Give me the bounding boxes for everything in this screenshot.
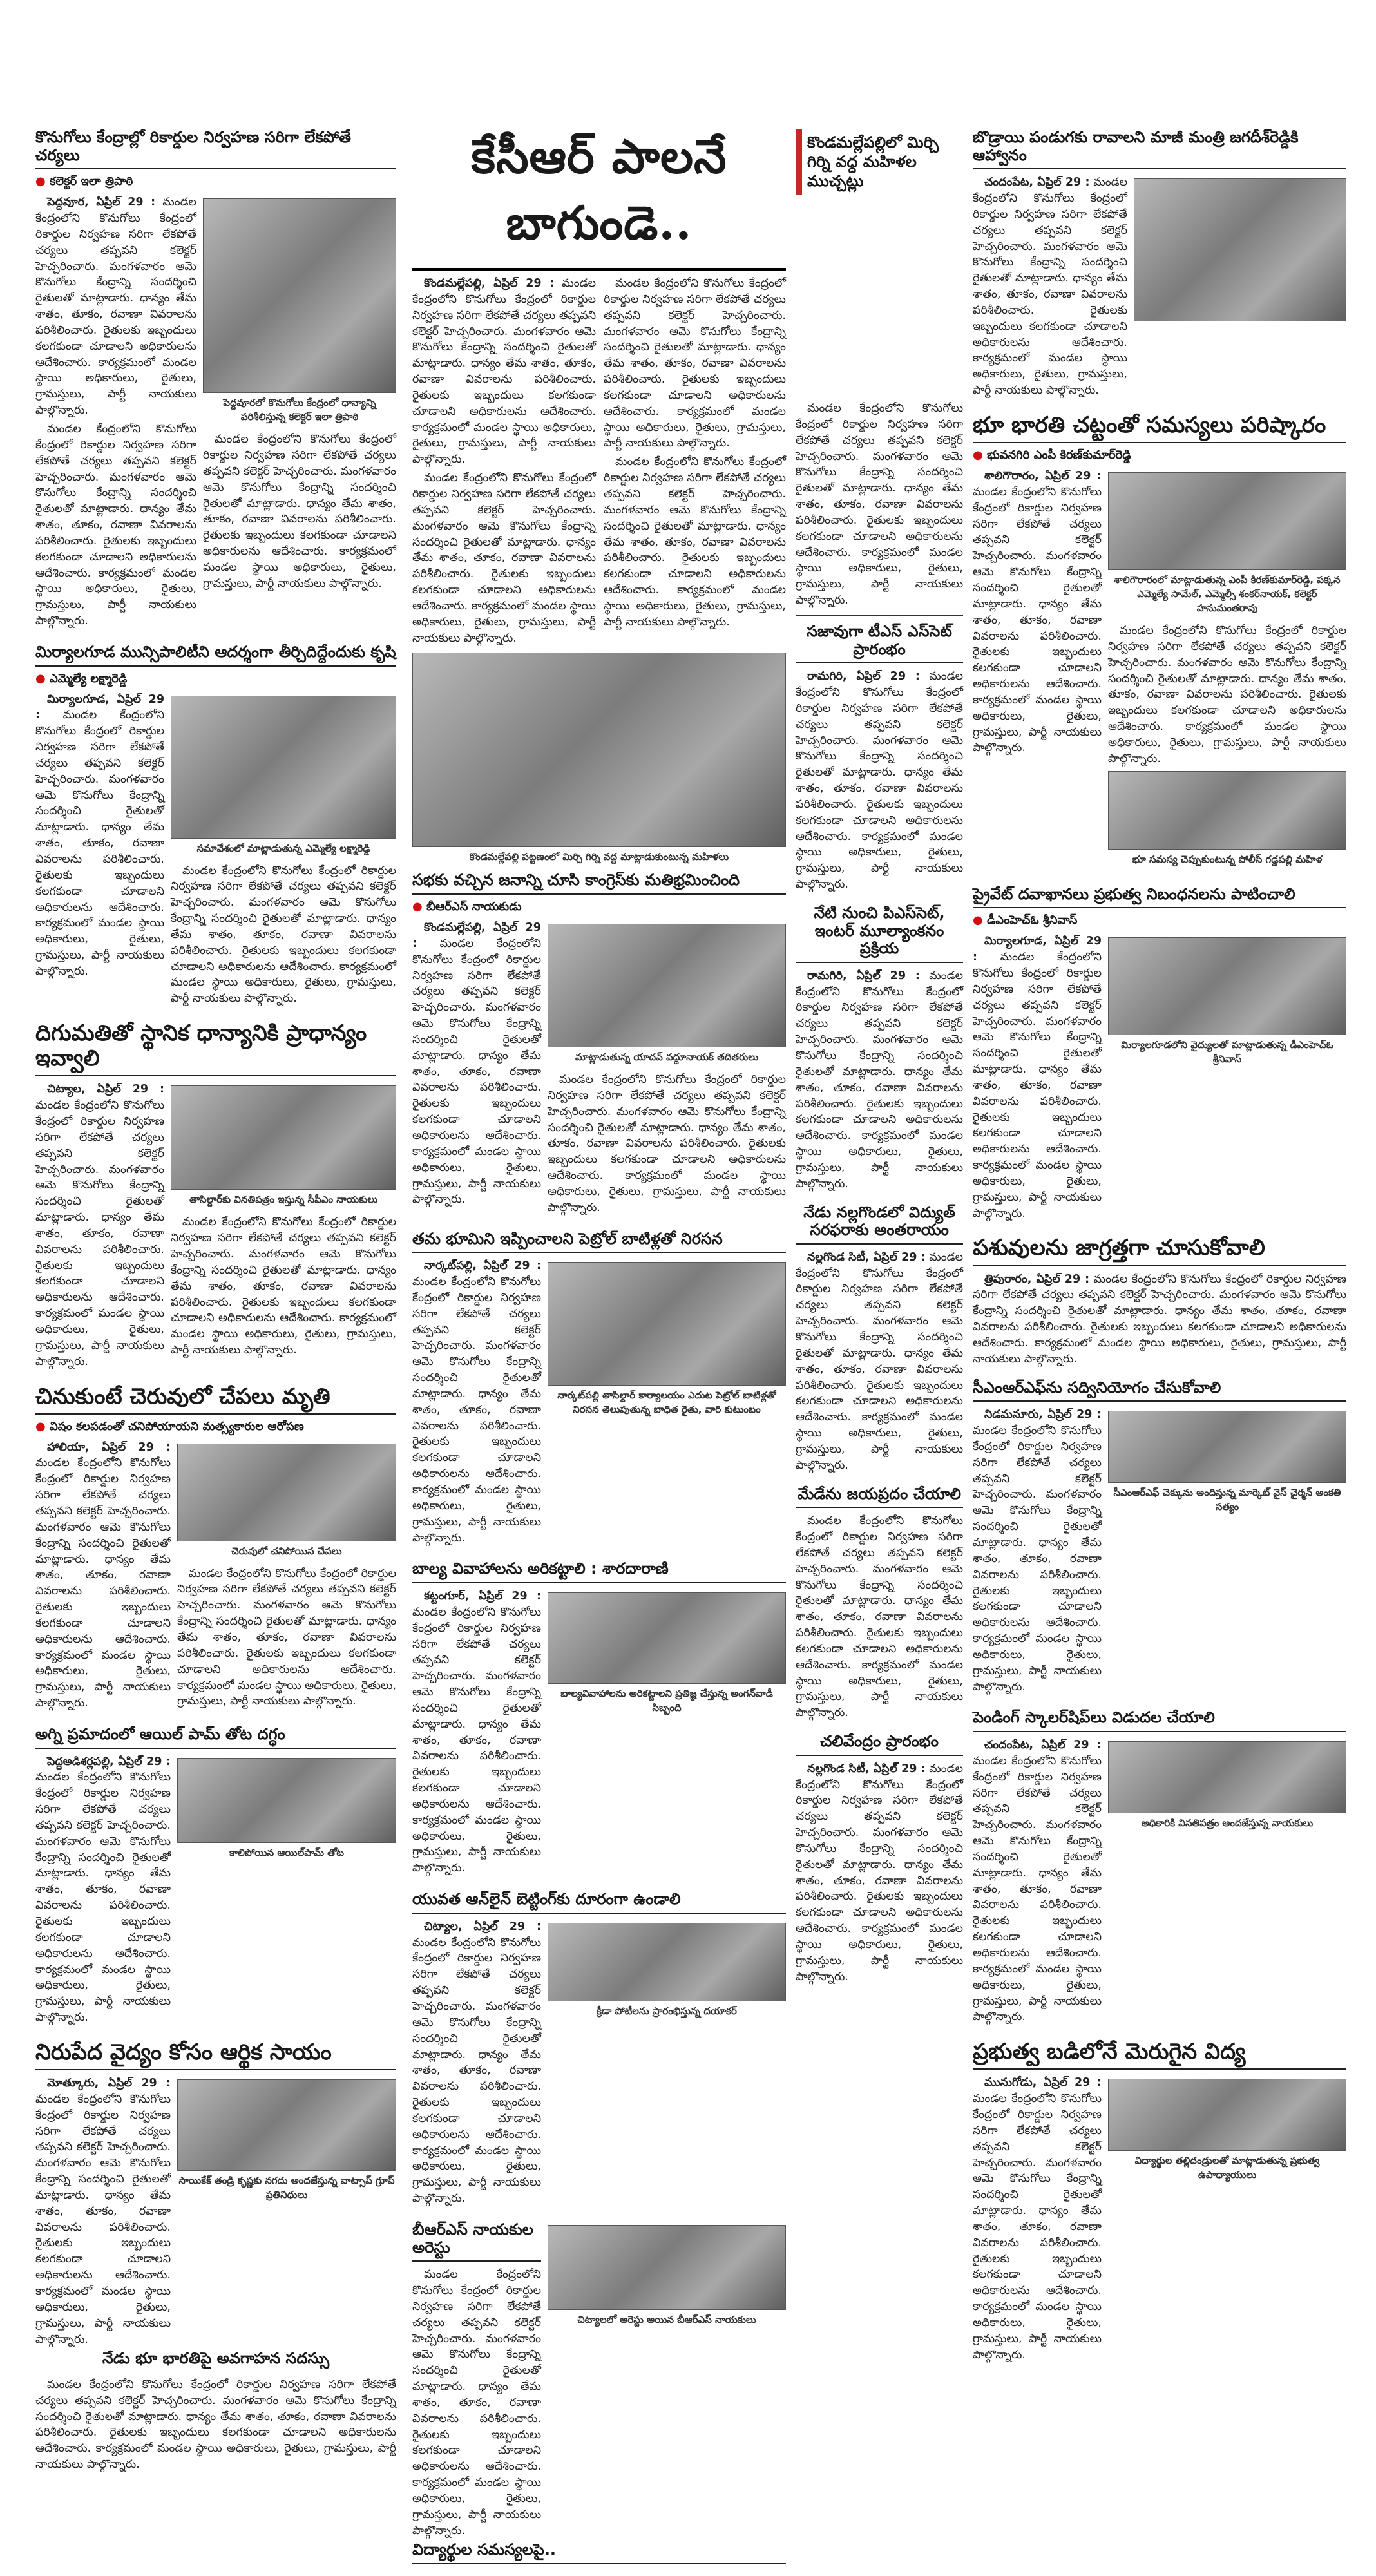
article-body: పెద్దఅడిశర్లపల్లి, ఏప్రిల్ 29 : మండల కేంద్రంలోని కొనుగోలు కేంద్రంలో రికార్డుల నిర్వహణ సరిగా లేకపోతే చర్యలు తప్పవని కలెక్టర్ హెచ్చరించారు. మంగళవారం ఆమె కొనుగోలు కేంద్రాన్ని సందర్శించి రైతులతో మాట్లాడారు. ధాన్యం తేమ శాతం, తూకం, రవాణా వివరాలను పరిశీలించారు. రైతులకు ఇబ్బందులు కలగకుండా చూడాలని అధికారులను ఆదేశించారు. కార్యక్రమంలో మండల స్థాయి అధికారులు, రైతులు, గ్రామస్తులు, పార్టీ నాయకులు పాల్గొన్నారు. bbox=[35, 1755, 171, 2025]
caption: సమావేశంలో మాట్లాడుతున్న ఎమ్మెల్యే లక్ష్మారెడ్డి bbox=[196, 842, 370, 854]
article-body: మండల కేంద్రంలోని కొనుగోలు కేంద్రంలో రికార్డుల నిర్వహణ సరిగా లేకపోతే చర్యలు తప్పవని కలెక్టర్ హెచ్చరించారు. మంగళవారం ఆమె కొనుగోలు కేంద్రాన్ని సందర్శించి రైతులతో మాట్లాడారు. ధాన్యం తేమ శాతం, తూకం, రవాణా వివరాలను పరిశీలించారు. రైతులకు ఇబ్బందులు కలగకుండా చూడాలని అధికారులను ఆదేశించారు. కార్యక్రమంలో మండల స్థాయి అధికారులు, రైతులు, గ్రామస్తులు, పార్టీ నాయకులు పాల్గొన్నారు. bbox=[412, 2268, 541, 2537]
article-jayapradam bbox=[796, 1485, 963, 1722]
headline: దిగుమతితో స్థానిక ధాన్యానికి ప్రాధాన్యం ఇవ్వాలి bbox=[35, 1021, 396, 1076]
headline: ప్రభుత్వ బడిలోనే మెరుగైన విద్య bbox=[973, 2039, 1346, 2070]
photo bbox=[177, 1758, 396, 1843]
article-body: నార్కట్‌పల్లి, ఏప్రిల్ 29 : మండల కేంద్రంలోని కొనుగోలు కేంద్రంలో రికార్డుల నిర్వహణ సరిగా లేకపోతే చర్యలు తప్పవని కలెక్టర్ హెచ్చరించారు. మంగళవారం ఆమె కొనుగోలు కేంద్రాన్ని సందర్శించి రైతులతో మాట్లాడారు. ధాన్యం తేమ శాతం, తూకం, రవాణా వివరాలను పరిశీలించారు. రైతులకు ఇబ్బందులు కలగకుండా చూడాలని అధికారులను ఆదేశించారు. కార్యక్రమంలో మండల స్థాయి అధికారులు, రైతులు, గ్రామస్తులు, పార్టీ నాయకులు పాల్గొన్నారు. bbox=[412, 1259, 541, 1545]
photo bbox=[548, 1923, 786, 2001]
photo bbox=[177, 2079, 396, 2171]
column-4 bbox=[973, 129, 1346, 2377]
article-chinukutho bbox=[35, 1384, 396, 1714]
article-body: మోత్కూరు, ఏప్రిల్ 29 : మండల కేంద్రంలోని కొనుగోలు కేంద్రంలో రికార్డుల నిర్వహణ సరిగా లేకపోతే చర్యలు తప్పవని కలెక్టర్ హెచ్చరించారు. మంగళవారం ఆమె కొనుగోలు కేంద్రాన్ని సందర్శించి రైతులతో మాట్లాడారు. ధాన్యం తేమ శాతం, తూకం, రవాణా వివరాలను పరిశీలించారు. రైతులకు ఇబ్బందులు కలగకుండా చూడాలని అధికారులను ఆదేశించారు. కార్యక్రమంలో మండల స్థాయి అధికారులు, రైతులు, గ్రామస్తులు, పార్టీ నాయకులు పాల్గొన్నారు. bbox=[35, 2077, 171, 2346]
article-netinundi bbox=[796, 904, 963, 1192]
photo bbox=[548, 924, 786, 1047]
photo bbox=[177, 1444, 396, 1541]
article-body: చిట్యాల, ఏప్రిల్ 29 : మండల కేంద్రంలోని కొనుగోలు కేంద్రంలో రికార్డుల నిర్వహణ సరిగా లేకపోతే చర్యలు తప్పవని కలెక్టర్ హెచ్చరించారు. మంగళవారం ఆమె కొనుగోలు కేంద్రాన్ని సందర్శించి రైతులతో మాట్లాడారు. ధాన్యం తేమ శాతం, తూకం, రవాణా వివరాలను పరిశీలించారు. రైతులకు ఇబ్బందులు కలగకుండా చూడాలని అధికారులను ఆదేశించారు. కార్యక్రమంలో మండల స్థాయి అధికారులు, రైతులు, గ్రామస్తులు, పార్టీ నాయకులు పాల్గొన్నారు. bbox=[35, 1083, 164, 1368]
article-body: మండల కేంద్రంలోని కొనుగోలు కేంద్రంలో రికార్డుల నిర్వహణ సరిగా లేకపోతే చర్యలు తప్పవని కలెక్టర్ హెచ్చరించారు. మంగళవారం ఆమె కొనుగోలు కేంద్రాన్ని సందర్శించి రైతులతో మాట్లాడారు. ధాన్యం తేమ శాతం, తూకం, రవాణా వివరాలను పరిశీలించారు. రైతులకు ఇబ్బందులు కలగకుండా చూడాలని అధికారులను ఆదేశించారు. కార్యక్రమంలో మండల స్థాయి అధికారులు, రైతులు, గ్రామస్తులు, పార్టీ నాయకులు పాల్గొన్నారు. bbox=[203, 433, 396, 590]
photo bbox=[548, 1592, 786, 1684]
article-body: మిర్యాలగూడ, ఏప్రిల్ 29 : మండల కేంద్రంలోని కొనుగోలు కేంద్రంలో రికార్డుల నిర్వహణ సరిగా లేకపోతే చర్యలు తప్పవని కలెక్టర్ హెచ్చరించారు. మంగళవారం ఆమె కొనుగోలు కేంద్రాన్ని సందర్శించి రైతులతో మాట్లాడారు. ధాన్యం తేమ శాతం, తూకం, రవాణా వివరాలను పరిశీలించారు. రైతులకు ఇబ్బందులు కలగకుండా చూడాలని అధికారులను ఆదేశించారు. కార్యక్రమంలో మండల స్థాయి అధికారులు, రైతులు, గ్రామస్తులు, పార్టీ నాయకులు పాల్గొన్నారు. bbox=[35, 692, 164, 978]
divider bbox=[796, 615, 963, 616]
lead-headline: కేసీఆర్ పాలనే బాగుండె.. bbox=[412, 129, 786, 271]
photo bbox=[1108, 771, 1346, 850]
article-private bbox=[973, 886, 1346, 1225]
byline: ● ఎమ్మెల్యే లక్ష్మారెడ్డి bbox=[35, 672, 396, 688]
caption: మిర్యాలగూడలోని వైద్యులతో మాట్లాడుతున్న డీఎంహెచ్‌ఓ శ్రీనివాస్ bbox=[1121, 1039, 1333, 1065]
headline: మిర్యాలగూడ మున్సిపాలిటీని ఆదర్శంగా తీర్చిదిద్దేందుకు కృషి bbox=[35, 644, 396, 667]
column-1 bbox=[35, 129, 396, 2485]
column-3 bbox=[796, 129, 963, 1997]
article-body: మండల కేంద్రంలోని కొనుగోలు కేంద్రంలో రికార్డుల నిర్వహణ సరిగా లేకపోతే చర్యలు తప్పవని కలెక్టర్ హెచ్చరించారు. మంగళవారం ఆమె కొనుగోలు కేంద్రాన్ని సందర్శించి రైతులతో మాట్లాడారు. ధాన్యం తేమ శాతం, తూకం, రవాణా వివరాలను పరిశీలించారు. రైతులకు ఇబ్బందులు కలగకుండా చూడాలని అధికారులను ఆదేశించారు. కార్యక్రమంలో మండల స్థాయి అధికారులు, రైతులు, గ్రామస్తులు, పార్టీ నాయకులు పాల్గొన్నారు. bbox=[796, 402, 963, 607]
caption: విద్యార్థుల తల్లిదండ్రులతో మాట్లాడుతున్న ప్రభుత్వ ఉపాధ్యాయులు bbox=[1134, 2155, 1320, 2181]
caption: శాలిగౌరారంలో మాట్లాడుతున్న ఎంపీ కిరణ్‌కుమార్‌రెడ్డి, పక్కన ఎమ్మెల్యే సామేల్, ఎమ్మెల్సీ శంకర్‌నాయక్, కలెక్టర్ హనుమంతరావు bbox=[1114, 574, 1341, 615]
article-body: చందంపేట, ఏప్రిల్ 29 : మండల కేంద్రంలోని కొనుగోలు కేంద్రంలో రికార్డుల నిర్వహణ సరిగా లేకపోతే చర్యలు తప్పవని కలెక్టర్ హెచ్చరించారు. మంగళవారం ఆమె కొనుగోలు కేంద్రాన్ని సందర్శించి రైతులతో మాట్లాడారు. ధాన్యం తేమ శాతం, తూకం, రవాణా వివరాలను పరిశీలించారు. రైతులకు ఇబ్బందులు కలగకుండా చూడాలని అధికారులను ఆదేశించారు. కార్యక్రమంలో మండల స్థాయి అధికారులు, రైతులు, గ్రామస్తులు, పార్టీ నాయకులు పాల్గొన్నారు. bbox=[973, 176, 1127, 397]
article-dhanyam bbox=[35, 1021, 396, 1372]
article-sabhapragna bbox=[796, 623, 963, 893]
headline: భూ భారతి చట్టంతో సమస్యలు పరిష్కారం bbox=[973, 413, 1346, 443]
photo bbox=[1134, 178, 1346, 321]
article-balya bbox=[412, 1560, 786, 1879]
caption: సీఎంఆర్ఎఫ్ చెక్కును అందిస్తున్న మార్కెట్ వైస్ చైర్మన్ అంకతి సత్యం bbox=[1113, 1487, 1341, 1513]
article-miryal bbox=[35, 644, 396, 1009]
article-body: కొండమల్లేపల్లి, ఏప్రిల్ 29 : మండల కేంద్రంలోని కొనుగోలు కేంద్రంలో రికార్డుల నిర్వహణ సరిగా లేకపోతే చర్యలు తప్పవని కలెక్టర్ హెచ్చరించారు. మంగళవారం ఆమె కొనుగోలు కేంద్రాన్ని సందర్శించి రైతులతో మాట్లాడారు. ధాన్యం తేమ శాతం, తూకం, రవాణా వివరాలను పరిశీలించారు. రైతులకు ఇబ్బందులు కలగకుండా చూడాలని అధికారులను ఆదేశించారు. కార్యక్రమంలో మండల స్థాయి అధికారులు, రైతులు, గ్రామస్తులు, పార్టీ నాయకులు పాల్గొన్నారు. మండల కేంద్రంలోని కొనుగోలు కేంద్రంలో రికార్డుల నిర్వహణ సరిగా లేకపోతే చర్యలు తప్పవని కలెక్టర్ హెచ్చరించారు. మంగళవారం ఆమె కొనుగోలు కేంద్రాన్ని సందర్శించి రైతులతో మాట్లాడారు. ధాన్యం తేమ శాతం, తూకం, రవాణా వివరాలను పరిశీలించారు. రైతులకు ఇబ్బందులు కలగకుండా చూడాలని అధికారులను ఆదేశించారు. కార్యక్రమంలో మండల స్థాయి అధికారులు, రైతులు, గ్రామస్తులు, పార్టీ నాయకులు పాల్గొన్నారు. bbox=[412, 277, 596, 645]
caption: పెద్దవూరలో కొనుగోలు కేంద్రంలో ధాన్యాన్ని పరిశీలిస్తున్న కలెక్టర్ ఇలా త్రిపాఠి bbox=[223, 397, 376, 423]
headline: పశువులను జాగ్రత్తగా చూసుకోవాలి bbox=[973, 1236, 1346, 1266]
article-bodrai bbox=[973, 129, 1346, 401]
article-chalivendram bbox=[796, 1733, 963, 1985]
caption: కొండమల్లేపల్లి పట్టణంలో మిర్చి గిర్ని వద్ద మాట్లాడుకుంటున్న మహిళలు bbox=[469, 851, 729, 863]
caption: తాసిల్దార్‌కు వినతిపత్రం ఇస్తున్న సీపీఎం నాయకులు bbox=[189, 1194, 378, 1206]
headline: మేడేను జయప్రదం చేయాలి bbox=[796, 1485, 963, 1509]
article-nirupeda bbox=[35, 2040, 396, 2473]
article-pending bbox=[973, 1709, 1346, 2028]
article-body: కొండమల్లేపల్లి, ఏప్రిల్ 29 : మండల కేంద్రంలోని కొనుగోలు కేంద్రంలో రికార్డుల నిర్వహణ సరిగా లేకపోతే చర్యలు తప్పవని కలెక్టర్ హెచ్చరించారు. మంగళవారం ఆమె కొనుగోలు కేంద్రాన్ని సందర్శించి రైతులతో మాట్లాడారు. ధాన్యం తేమ శాతం, తూకం, రవాణా వివరాలను పరిశీలించారు. రైతులకు ఇబ్బందులు కలగకుండా చూడాలని అధికారులను ఆదేశించారు. కార్యక్రమంలో మండల స్థాయి అధికారులు, రైతులు, గ్రామస్తులు, పార్టీ నాయకులు పాల్గొన్నారు. bbox=[412, 921, 541, 1207]
article-sabha bbox=[412, 872, 786, 1218]
byline: ● భువనగిరి ఎంపీ కిరణ్‌కుమార్‌రెడ్డి bbox=[973, 448, 1346, 464]
headline: కొనుగోలు కేంద్రాల్లో రికార్డుల నిర్వహణ సరిగా లేకపోతే చర్యలు bbox=[35, 129, 396, 169]
headline: కొండమల్లేపల్లిలో మిర్చి గిర్ని వద్ద మహిళల ముచ్చట్లు bbox=[796, 129, 963, 195]
caption: సాయికేక్ తండ్రి కృష్ణకు నగదు అందజేస్తున్న వాట్సాప్ గ్రూప్ ప్రతినిధులు bbox=[178, 2175, 395, 2200]
byline: ● కలెక్టర్ ఇలా త్రిపాఠి bbox=[35, 175, 396, 191]
article-body: మండల కేంద్రంలోని కొనుగోలు కేంద్రంలో రికార్డుల నిర్వహణ సరిగా లేకపోతే చర్యలు తప్పవని కలెక్టర్ హెచ్చరించారు. మంగళవారం ఆమె కొనుగోలు కేంద్రాన్ని సందర్శించి రైతులతో మాట్లాడారు. ధాన్యం తేమ శాతం, తూకం, రవాణా వివరాలను పరిశీలించారు. రైతులకు ఇబ్బందులు కలగకుండా చూడాలని అధికారులను ఆదేశించారు. కార్యక్రమంలో మండల స్థాయి అధికారులు, రైతులు, గ్రామస్తులు, పార్టీ నాయకులు పాల్గొన్నారు. bbox=[796, 1514, 963, 1720]
headline: పెండింగ్ స్కాలర్‌షిప్‌లు విడుదల చేయాలి bbox=[973, 1709, 1346, 1732]
article-body: చందంపేట, ఏప్రిల్ 29 : మండల కేంద్రంలోని కొనుగోలు కేంద్రంలో రికార్డుల నిర్వహణ సరిగా లేకపోతే చర్యలు తప్పవని కలెక్టర్ హెచ్చరించారు. మంగళవారం ఆమె కొనుగోలు కేంద్రాన్ని సందర్శించి రైతులతో మాట్లాడారు. ధాన్యం తేమ శాతం, తూకం, రవాణా వివరాలను పరిశీలించారు. రైతులకు ఇబ్బందులు కలగకుండా చూడాలని అధికారులను ఆదేశించారు. కార్యక్రమంలో మండల స్థాయి అధికారులు, రైతులు, గ్రామస్తులు, పార్టీ నాయకులు పాల్గొన్నారు. bbox=[973, 1739, 1102, 2024]
photo bbox=[1108, 1411, 1346, 1483]
headline: సజావుగా టీఎస్ ఎస్‌సెట్ ప్రారంభం bbox=[796, 623, 963, 663]
photo bbox=[1108, 2079, 1346, 2151]
headline: బాల్య వివాహాలను అరికట్టాలి : శారదారాణి bbox=[412, 1560, 786, 1583]
article-body: మండల కేంద్రంలోని కొనుగోలు కేంద్రంలో రికార్డుల నిర్వహణ సరిగా లేకపోతే చర్యలు తప్పవని కలెక్టర్ హెచ్చరించారు. మంగళవారం ఆమె కొనుగోలు కేంద్రాన్ని సందర్శించి రైతులతో మాట్లాడారు. ధాన్యం తేమ శాతం, తూకం, రవాణా వివరాలను పరిశీలించారు. రైతులకు ఇబ్బందులు కలగకుండా చూడాలని అధికారులను ఆదేశించారు. కార్యక్రమంలో మండల స్థాయి అధికారులు, రైతులు, గ్రామస్తులు, పార్టీ నాయకులు పాల్గొన్నారు. bbox=[35, 2378, 396, 2472]
photo bbox=[548, 1262, 786, 1386]
photo bbox=[1108, 937, 1346, 1035]
article-tama bbox=[412, 1230, 786, 1549]
caption: కాలిపోయిన ఆయిల్‌పామ్ తోట bbox=[229, 1846, 344, 1858]
photo bbox=[412, 653, 786, 847]
photo bbox=[171, 696, 396, 839]
headline: బొడ్రాయి పండుగకు రావాలని మాజీ మంత్రి జగదీశ్‌రెడ్డికి ఆహ్వానం bbox=[973, 129, 1346, 169]
caption: మాట్లాడుతున్న యాదవ్ వద్దూనాయక్ తదితరులు bbox=[575, 1051, 759, 1063]
photo bbox=[1108, 1741, 1346, 1813]
headline: చలివేంద్రం ప్రారంభం bbox=[796, 1733, 963, 1756]
article-body: శాలిగౌరారం, ఏప్రిల్ 29 : మండల కేంద్రంలోని కొనుగోలు కేంద్రంలో రికార్డుల నిర్వహణ సరిగా లేకపోతే చర్యలు తప్పవని కలెక్టర్ హెచ్చరించారు. మంగళవారం ఆమె కొనుగోలు కేంద్రాన్ని సందర్శించి రైతులతో మాట్లాడారు. ధాన్యం తేమ శాతం, తూకం, రవాణా వివరాలను పరిశీలించారు. రైతులకు ఇబ్బందులు కలగకుండా చూడాలని అధికారులను ఆదేశించారు. కార్యక్రమంలో మండల స్థాయి అధికారులు, రైతులు, గ్రామస్తులు, పార్టీ నాయకులు పాల్గొన్నారు. bbox=[973, 470, 1102, 755]
headline: నేటి నుంచి పిఎస్‌సెట్, ఇంటర్ మూల్యాంకనం ప్రక్రియ bbox=[796, 904, 963, 963]
headline: నేడు భూ భారతిపై అవగాహన సదస్సు bbox=[102, 2349, 330, 2368]
article-body: కట్టంగూర్, ఏప్రిల్ 29 : మండల కేంద్రంలోని కొనుగోలు కేంద్రంలో రికార్డుల నిర్వహణ సరిగా లేకపోతే చర్యలు తప్పవని కలెక్టర్ హెచ్చరించారు. మంగళవారం ఆమె కొనుగోలు కేంద్రాన్ని సందర్శించి రైతులతో మాట్లాడారు. ధాన్యం తేమ శాతం, తూకం, రవాణా వివరాలను పరిశీలించారు. రైతులకు ఇబ్బందులు కలగకుండా చూడాలని అధికారులను ఆదేశించారు. కార్యక్రమంలో మండల స్థాయి అధికారులు, రైతులు, గ్రామస్తులు, పార్టీ నాయకులు పాల్గొన్నారు. bbox=[412, 1589, 541, 1875]
article-body: మండల కేంద్రంలోని కొనుగోలు కేంద్రంలో రికార్డుల నిర్వహణ సరిగా లేకపోతే చర్యలు తప్పవని కలెక్టర్ హెచ్చరించారు. మంగళవారం ఆమె కొనుగోలు కేంద్రాన్ని సందర్శించి రైతులతో మాట్లాడారు. ధాన్యం తేమ శాతం, తూకం, రవాణా వివరాలను పరిశీలించారు. రైతులకు ఇబ్బందులు కలగకుండా చూడాలని అధికారులను ఆదేశించారు. కార్యక్రమంలో మండల స్థాయి అధికారులు, రైతులు, గ్రామస్తులు, పార్టీ నాయకులు పాల్గొన్నారు. bbox=[548, 1073, 786, 1214]
photo bbox=[203, 198, 396, 393]
photo bbox=[171, 1085, 396, 1190]
article-cmrf bbox=[973, 1379, 1346, 1698]
byline: ● డీఎంహెచ్‌ఓ శ్రీనివాస్ bbox=[973, 913, 1346, 930]
article-prabhutva bbox=[973, 2039, 1346, 2365]
article-body: మండల కేంద్రంలోని కొనుగోలు కేంద్రంలో రికార్డుల నిర్వహణ సరిగా లేకపోతే చర్యలు తప్పవని కలెక్టర్ హెచ్చరించారు. మంగళవారం ఆమె కొనుగోలు కేంద్రాన్ని సందర్శించి రైతులతో మాట్లాడారు. ధాన్యం తేమ శాతం, తూకం, రవాణా వివరాలను పరిశీలించారు. రైతులకు ఇబ్బందులు కలగకుండా చూడాలని అధికారులను ఆదేశించారు. కార్యక్రమంలో మండల స్థాయి అధికారులు, రైతులు, గ్రామస్తులు, పార్టీ నాయకులు పాల్గొన్నారు. bbox=[171, 864, 396, 1006]
article-yuvatha bbox=[412, 1891, 786, 2209]
caption: నార్కట్‌పల్లి తాసిల్దార్ కార్యాలయం ఎదుట పెట్రోల్ బాటిళ్లతో నిరసన తెలుపుతున్న బాధిత రైతు, వారి కుటుంబం bbox=[557, 1389, 776, 1416]
article-body: మండల కేంద్రంలోని కొనుగోలు కేంద్రంలో రికార్డుల నిర్వహణ సరిగా లేకపోతే చర్యలు తప్పవని కలెక్టర్ హెచ్చరించారు. మంగళవారం ఆమె కొనుగోలు కేంద్రాన్ని సందర్శించి రైతులతో మాట్లాడారు. ధాన్యం తేమ శాతం, తూకం, రవాణా వివరాలను పరిశీలించారు. రైతులకు ఇబ్బందులు కలగకుండా చూడాలని అధికారులను ఆదేశించారు. కార్యక్రమంలో మండల స్థాయి అధికారులు, రైతులు, గ్రామస్తులు, పార్టీ నాయకులు పాల్గొన్నారు. bbox=[171, 1216, 396, 1357]
headline: నేడు నల్లగొండలో విద్యుత్ సరఫరాకు అంతరాయం bbox=[796, 1204, 963, 1245]
caption: భూ సమస్య చెప్పుకుంటున్న పోలీస్ గడ్డపల్లి మహిళ bbox=[1132, 853, 1323, 865]
byline: ● బీఆర్ఎస్ నాయకుడు bbox=[412, 900, 786, 916]
headline: సభకు వచ్చిన జనాన్ని చూసి కాంగ్రెస్‌కు మతిభ్రమించింది bbox=[412, 872, 786, 895]
article-bhubharathi bbox=[973, 413, 1346, 874]
article-body: నల్లగొండ సిటీ, ఏప్రిల్ 29 : మండల కేంద్రంలోని కొనుగోలు కేంద్రంలో రికార్డుల నిర్వహణ సరిగా లేకపోతే చర్యలు తప్పవని కలెక్టర్ హెచ్చరించారు. మంగళవారం ఆమె కొనుగోలు కేంద్రాన్ని సందర్శించి రైతులతో మాట్లాడారు. ధాన్యం తేమ శాతం, తూకం, రవాణా వివరాలను పరిశీలించారు. రైతులకు ఇబ్బందులు కలగకుండా చూడాలని అధికారులను ఆదేశించారు. కార్యక్రమంలో మండల స్థాయి అధికారులు, రైతులు, గ్రామస్తులు, పార్టీ నాయకులు పాల్గొన్నారు. bbox=[796, 1250, 963, 1472]
article-body: రామగిరి, ఏప్రిల్ 29 : మండల కేంద్రంలోని కొనుగోలు కేంద్రంలో రికార్డుల నిర్వహణ సరిగా లేకపోతే చర్యలు తప్పవని కలెక్టర్ హెచ్చరించారు. మంగళవారం ఆమె కొనుగోలు కేంద్రాన్ని సందర్శించి రైతులతో మాట్లాడారు. ధాన్యం తేమ శాతం, తూకం, రవాణా వివరాలను పరిశీలించారు. రైతులకు ఇబ్బందులు కలగకుండా చూడాలని అధికారులను ఆదేశించారు. కార్యక్రమంలో మండల స్థాయి అధికారులు, రైతులు, గ్రామస్తులు, పార్టీ నాయకులు పాల్గొన్నారు. bbox=[796, 969, 963, 1190]
article-body: చిట్యాల, ఏప్రిల్ 29 : మండల కేంద్రంలోని కొనుగోలు కేంద్రంలో రికార్డుల నిర్వహణ సరిగా లేకపోతే చర్యలు తప్పవని కలెక్టర్ హెచ్చరించారు. మంగళవారం ఆమె కొనుగోలు కేంద్రాన్ని సందర్శించి రైతులతో మాట్లాడారు. ధాన్యం తేమ శాతం, తూకం, రవాణా వివరాలను పరిశీలించారు. రైతులకు ఇబ్బందులు కలగకుండా చూడాలని అధికారులను ఆదేశించారు. కార్యక్రమంలో మండల స్థాయి అధికారులు, రైతులు, గ్రామస్తులు, పార్టీ నాయకులు పాల్గొన్నారు. bbox=[412, 1920, 541, 2206]
article-pashuvu bbox=[973, 1236, 1346, 1367]
article-body: మండల కేంద్రంలోని కొనుగోలు కేంద్రంలో రికార్డుల నిర్వహణ సరిగా లేకపోతే చర్యలు తప్పవని కలెక్టర్ హెచ్చరించారు. మంగళవారం ఆమె కొనుగోలు కేంద్రాన్ని సందర్శించి రైతులతో మాట్లాడారు. ధాన్యం తేమ శాతం, తూకం, రవాణా వివరాలను పరిశీలించారు. రైతులకు ఇబ్బందులు కలగకుండా చూడాలని అధికారులను ఆదేశించారు. కార్యక్రమంలో మండల స్థాయి అధికారులు, రైతులు, గ్రామస్తులు, పార్టీ నాయకులు పాల్గొన్నారు. మండల కేంద్రంలోని కొనుగోలు కేంద్రంలో రికార్డుల నిర్వహణ సరిగా లేకపోతే చర్యలు తప్పవని కలెక్టర్ హెచ్చరించారు. మంగళవారం ఆమె కొనుగోలు కేంద్రాన్ని సందర్శించి రైతులతో మాట్లాడారు. ధాన్యం తేమ శాతం, తూకం, రవాణా వివరాలను పరిశీలించారు. రైతులకు ఇబ్బందులు కలగకుండా చూడాలని అధికారులను ఆదేశించారు. కార్యక్రమంలో మండల స్థాయి అధికారులు, రైతులు, గ్రామస్తులు, పార్టీ నాయకులు పాల్గొన్నారు. bbox=[604, 277, 786, 629]
article-kosgi bbox=[35, 129, 396, 632]
headline: తమ భూమిని ఇప్పించాలని పెట్రోల్ బాటిళ్లతో నిరసన bbox=[412, 1230, 786, 1254]
headline: నిరుపేద వైద్యం కోసం ఆర్థిక సాయం bbox=[35, 2040, 396, 2070]
article-vidyut bbox=[796, 1204, 963, 1474]
article-body: రామగిరి, ఏప్రిల్ 29 : మండల కేంద్రంలోని కొనుగోలు కేంద్రంలో రికార్డుల నిర్వహణ సరిగా లేకపోతే చర్యలు తప్పవని కలెక్టర్ హెచ్చరించారు. మంగళవారం ఆమె కొనుగోలు కేంద్రాన్ని సందర్శించి రైతులతో మాట్లాడారు. ధాన్యం తేమ శాతం, తూకం, రవాణా వివరాలను పరిశీలించారు. రైతులకు ఇబ్బందులు కలగకుండా చూడాలని అధికారులను ఆదేశించారు. కార్యక్రమంలో మండల స్థాయి అధికారులు, రైతులు, గ్రామస్తులు, పార్టీ నాయకులు పాల్గొన్నారు. bbox=[796, 670, 963, 892]
article-body: మండల కేంద్రంలోని కొనుగోలు కేంద్రంలో రికార్డుల నిర్వహణ సరిగా లేకపోతే చర్యలు తప్పవని కలెక్టర్ హెచ్చరించారు. మంగళవారం ఆమె కొనుగోలు కేంద్రాన్ని సందర్శించి రైతులతో మాట్లాడారు. ధాన్యం తేమ శాతం, తూకం, రవాణా వివరాలను పరిశీలించారు. రైతులకు ఇబ్బందులు కలగకుండా చూడాలని అధికారులను ఆదేశించారు. కార్యక్రమంలో మండల స్థాయి అధికారులు, రైతులు, గ్రామస్తులు, పార్టీ నాయకులు పాల్గొన్నారు. bbox=[1108, 624, 1346, 765]
article-body: నిడమనూరు, ఏప్రిల్ 29 : మండల కేంద్రంలోని కొనుగోలు కేంద్రంలో రికార్డుల నిర్వహణ సరిగా లేకపోతే చర్యలు తప్పవని కలెక్టర్ హెచ్చరించారు. మంగళవారం ఆమె కొనుగోలు కేంద్రాన్ని సందర్శించి రైతులతో మాట్లాడారు. ధాన్యం తేమ శాతం, తూకం, రవాణా వివరాలను పరిశీలించారు. రైతులకు ఇబ్బందులు కలగకుండా చూడాలని అధికారులను ఆదేశించారు. కార్యక్రమంలో మండల స్థాయి అధికారులు, రైతులు, గ్రామస్తులు, పార్టీ నాయకులు పాల్గొన్నారు. bbox=[973, 1408, 1102, 1693]
article-body: నల్లగొండ సిటీ, ఏప్రిల్ 29 : మండల కేంద్రంలోని కొనుగోలు కేంద్రంలో రికార్డుల నిర్వహణ సరిగా లేకపోతే చర్యలు తప్పవని కలెక్టర్ హెచ్చరించారు. మంగళవారం ఆమె కొనుగోలు కేంద్రాన్ని సందర్శించి రైతులతో మాట్లాడారు. ధాన్యం తేమ శాతం, తూకం, రవాణా వివరాలను పరిశీలించారు. రైతులకు ఇబ్బందులు కలగకుండా చూడాలని అధికారులను ఆదేశించారు. కార్యక్రమంలో మండల స్థాయి అధికారులు, రైతులు, గ్రామస్తులు, పార్టీ నాయకులు పాల్గొన్నారు. bbox=[796, 1762, 963, 1983]
caption: చిట్యాలలో అరెస్టు అయిన బీఆర్ఎస్ నాయకులు bbox=[577, 2313, 756, 2325]
caption: క్రీడా పోటీలను ప్రారంభిస్తున్న దయాకర్ bbox=[597, 2005, 737, 2017]
column-2 bbox=[412, 129, 786, 2576]
headline: ప్రైవేట్ దవాఖానలు ప్రభుత్వ నిబంధనలను పాటించాలి bbox=[973, 886, 1346, 909]
photo bbox=[1108, 472, 1346, 570]
article-body: మండల కేంద్రంలోని కొనుగోలు కేంద్రంలో రికార్డుల నిర్వహణ సరిగా లేకపోతే చర్యలు తప్పవని కలెక్టర్ హెచ్చరించారు. మంగళవారం ఆమె కొనుగోలు కేంద్రాన్ని సందర్శించి రైతులతో మాట్లాడారు. ధాన్యం తేమ శాతం, తూకం, రవాణా వివరాలను పరిశీలించారు. రైతులకు ఇబ్బందులు కలగకుండా చూడాలని అధికారులను ఆదేశించారు. కార్యక్రమంలో మండల స్థాయి అధికారులు, రైతులు, గ్రామస్తులు, పార్టీ నాయకులు పాల్గొన్నారు. bbox=[177, 1567, 396, 1708]
caption: అధికారికి వినతిపత్రం అందజేస్తున్న నాయకులు bbox=[1141, 1817, 1314, 1829]
caption: చెరువులో చనిపోయిన చేపలు bbox=[231, 1545, 342, 1557]
headline: సీఎంఆర్‌ఎఫ్‌ను సద్వినియోగం చేసుకోవాలి bbox=[973, 1379, 1346, 1402]
article-body: హాలియా, ఏప్రిల్ 29 : మండల కేంద్రంలోని కొనుగోలు కేంద్రంలో రికార్డుల నిర్వహణ సరిగా లేకపోతే చర్యలు తప్పవని కలెక్టర్ హెచ్చరించారు. మంగళవారం ఆమె కొనుగోలు కేంద్రాన్ని సందర్శించి రైతులతో మాట్లాడారు. ధాన్యం తేమ శాతం, తూకం, రవాణా వివరాలను పరిశీలించారు. రైతులకు ఇబ్బందులు కలగకుండా చూడాలని అధికారులను ఆదేశించారు. కార్యక్రమంలో మండల స్థాయి అధికారులు, రైతులు, గ్రామస్తులు, పార్టీ నాయకులు పాల్గొన్నారు. bbox=[35, 1440, 171, 1710]
photo bbox=[548, 2225, 786, 2310]
article-body: మిర్యాలగూడ, ఏప్రిల్ 29 : మండల కేంద్రంలోని కొనుగోలు కేంద్రంలో రికార్డుల నిర్వహణ సరిగా లేకపోతే చర్యలు తప్పవని కలెక్టర్ హెచ్చరించారు. మంగళవారం ఆమె కొనుగోలు కేంద్రాన్ని సందర్శించి రైతులతో మాట్లాడారు. ధాన్యం తేమ శాతం, తూకం, రవాణా వివరాలను పరిశీలించారు. రైతులకు ఇబ్బందులు కలగకుండా చూడాలని అధికారులను ఆదేశించారు. కార్యక్రమంలో మండల స్థాయి అధికారులు, రైతులు, గ్రామస్తులు, పార్టీ నాయకులు పాల్గొన్నారు. bbox=[973, 935, 1102, 1220]
article-oilpalm bbox=[35, 1726, 396, 2028]
byline: ● విషం కలపడంతో చనిపోయాయని మత్స్యకారుల ఆరోపణ bbox=[35, 1420, 396, 1436]
article-body: పెద్దవూర, ఏప్రిల్ 29 : మండల కేంద్రంలోని కొనుగోలు కేంద్రంలో రికార్డుల నిర్వహణ సరిగా లేకపోతే చర్యలు తప్పవని కలెక్టర్ హెచ్చరించారు. మంగళవారం ఆమె కొనుగోలు కేంద్రాన్ని సందర్శించి రైతులతో మాట్లాడారు. ధాన్యం తేమ శాతం, తూకం, రవాణా వివరాలను పరిశీలించారు. రైతులకు ఇబ్బందులు కలగకుండా చూడాలని అధికారులను ఆదేశించారు. కార్యక్రమంలో మండల స్థాయి అధికారులు, రైతులు, గ్రామస్తులు, పార్టీ నాయకులు పాల్గొన్నారు. మండల కేంద్రంలోని కొనుగోలు కేంద్రంలో రికార్డుల నిర్వహణ సరిగా లేకపోతే చర్యలు తప్పవని కలెక్టర్ హెచ్చరించారు. మంగళవారం ఆమె కొనుగోలు కేంద్రాన్ని సందర్శించి రైతులతో మాట్లాడారు. ధాన్యం తేమ శాతం, తూకం, రవాణా వివరాలను పరిశీలించారు. రైతులకు ఇబ్బందులు కలగకుండా చూడాలని అధికారులను ఆదేశించారు. కార్యక్రమంలో మండల స్థాయి అధికారులు, రైతులు, గ్రామస్తులు, పార్టీ నాయకులు పాల్గొన్నారు. bbox=[35, 196, 196, 628]
article-brs bbox=[412, 2221, 786, 2564]
headline: చినుకుంటే చెరువులో చేపలు మృతి bbox=[35, 1384, 396, 1415]
headline: యువత ఆన్‌లైన్ బెట్టింగ్‌కు దూరంగా ఉండాలి bbox=[412, 1891, 786, 1914]
article-body: మునుగోడు, ఏప్రిల్ 29 : మండల కేంద్రంలోని కొనుగోలు కేంద్రంలో రికార్డుల నిర్వహణ సరిగా లేకపోతే చర్యలు తప్పవని కలెక్టర్ హెచ్చరించారు. మంగళవారం ఆమె కొనుగోలు కేంద్రాన్ని సందర్శించి రైతులతో మాట్లాడారు. ధాన్యం తేమ శాతం, తూకం, రవాణా వివరాలను పరిశీలించారు. రైతులకు ఇబ్బందులు కలగకుండా చూడాలని అధికారులను ఆదేశించారు. కార్యక్రమంలో మండల స్థాయి అధికారులు, రైతులు, గ్రామస్తులు, పార్టీ నాయకులు పాల్గొన్నారు. bbox=[973, 2076, 1102, 2361]
headline: విద్యార్థుల సమస్యలపై.. bbox=[412, 2541, 786, 2564]
headline: అగ్ని ప్రమాదంలో ఆయిల్ పామ్ తోట దగ్ధం bbox=[35, 1726, 396, 1749]
caption: బాల్యవివాహాలను అరికట్టాలని ప్రతిజ్ఞ చేస్తున్న అంగన్‌వాడీ సిబ్బంది bbox=[560, 1687, 773, 1713]
article-body: త్రిపురారం, ఏప్రిల్ 29 : మండల కేంద్రంలోని కొనుగోలు కేంద్రంలో రికార్డుల నిర్వహణ సరిగా లేకపోతే చర్యలు తప్పవని కలెక్టర్ హెచ్చరించారు. మంగళవారం ఆమె కొనుగోలు కేంద్రాన్ని సందర్శించి రైతులతో మాట్లాడారు. ధాన్యం తేమ శాతం, తూకం, రవాణా వివరాలను పరిశీలించారు. రైతులకు ఇబ్బందులు కలగకుండా చూడాలని అధికారులను ఆదేశించారు. కార్యక్రమంలో మండల స్థాయి అధికారులు, రైతులు, గ్రామస్తులు, పార్టీ నాయకులు పాల్గొన్నారు. bbox=[973, 1272, 1346, 1366]
headline: బీఆర్ఎస్ నాయకుల అరెస్టు bbox=[412, 2221, 541, 2262]
